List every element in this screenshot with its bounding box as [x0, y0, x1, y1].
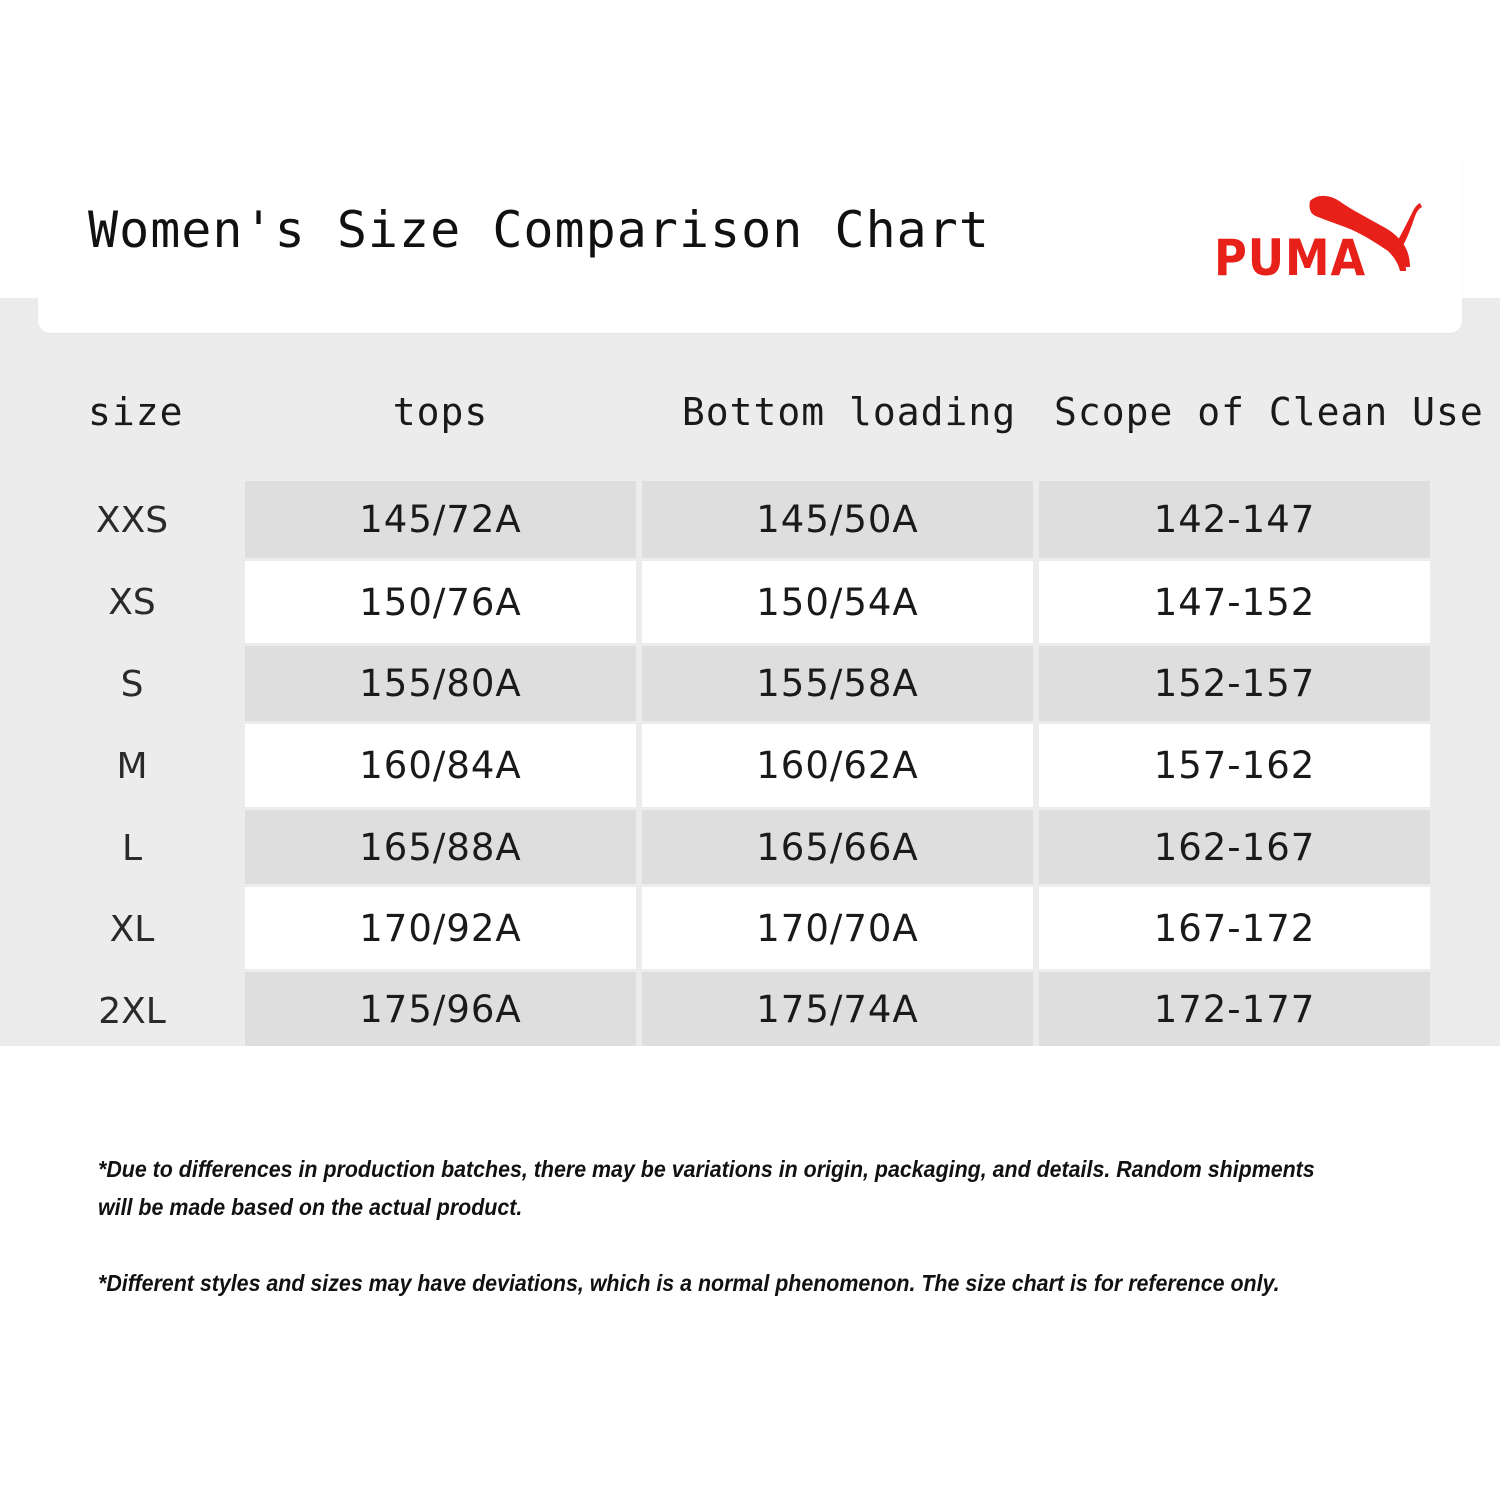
- bottom-cell: 155/58A: [642, 646, 1033, 721]
- bottom-cell: 145/50A: [642, 481, 1033, 558]
- bottom-cell: 165/66A: [642, 810, 1033, 884]
- column-header-bottom-loading: Bottom loading: [681, 390, 1017, 434]
- scope-cell: 167-172: [1039, 887, 1430, 969]
- size-label: XXS: [95, 500, 169, 541]
- size-label: S: [120, 664, 144, 705]
- header-card: [38, 143, 1462, 333]
- scope-cell: 172-177: [1039, 972, 1430, 1046]
- bottom-cell: 175/74A: [642, 972, 1033, 1046]
- scope-cell: 147-152: [1039, 561, 1430, 643]
- deviation-note: *Different styles and sizes may have deviations, which is a normal phenomenon. The size chart is for reference only.: [98, 1270, 1280, 1296]
- column-header-scope-of-clean-use: Scope of Clean Use: [1054, 390, 1484, 434]
- tops-cell: 145/72A: [245, 481, 636, 558]
- size-label: XS: [108, 582, 156, 623]
- tops-cell: 170/92A: [245, 887, 636, 969]
- column-header-size: size: [88, 390, 184, 434]
- scope-cell: 162-167: [1039, 810, 1430, 884]
- page-title: Women's Size Comparison Chart: [88, 201, 990, 259]
- size-label: XL: [109, 909, 155, 950]
- size-label: 2XL: [98, 991, 166, 1032]
- tops-cell: 175/96A: [245, 972, 636, 1046]
- size-label: M: [116, 746, 148, 787]
- size-label: L: [121, 828, 143, 869]
- bottom-cell: 170/70A: [642, 887, 1033, 969]
- bottom-cell: 160/62A: [642, 724, 1033, 807]
- puma-logo: [1214, 191, 1424, 283]
- bottom-cell: 150/54A: [642, 561, 1033, 643]
- tops-cell: 155/80A: [245, 646, 636, 721]
- tops-cell: 160/84A: [245, 724, 636, 807]
- scope-cell: 142-147: [1039, 481, 1430, 558]
- scope-cell: 152-157: [1039, 646, 1430, 721]
- production-batch-note: *Due to differences in production batches, there may be variations in origin, packaging, and details. Random shipments will be made based on the actual product.: [98, 1156, 1315, 1220]
- scope-cell: 157-162: [1039, 724, 1430, 807]
- tops-cell: 150/76A: [245, 561, 636, 643]
- puma-logo-text: PUMA: [1214, 229, 1366, 283]
- column-header-tops: tops: [392, 390, 489, 434]
- tops-cell: 165/88A: [245, 810, 636, 884]
